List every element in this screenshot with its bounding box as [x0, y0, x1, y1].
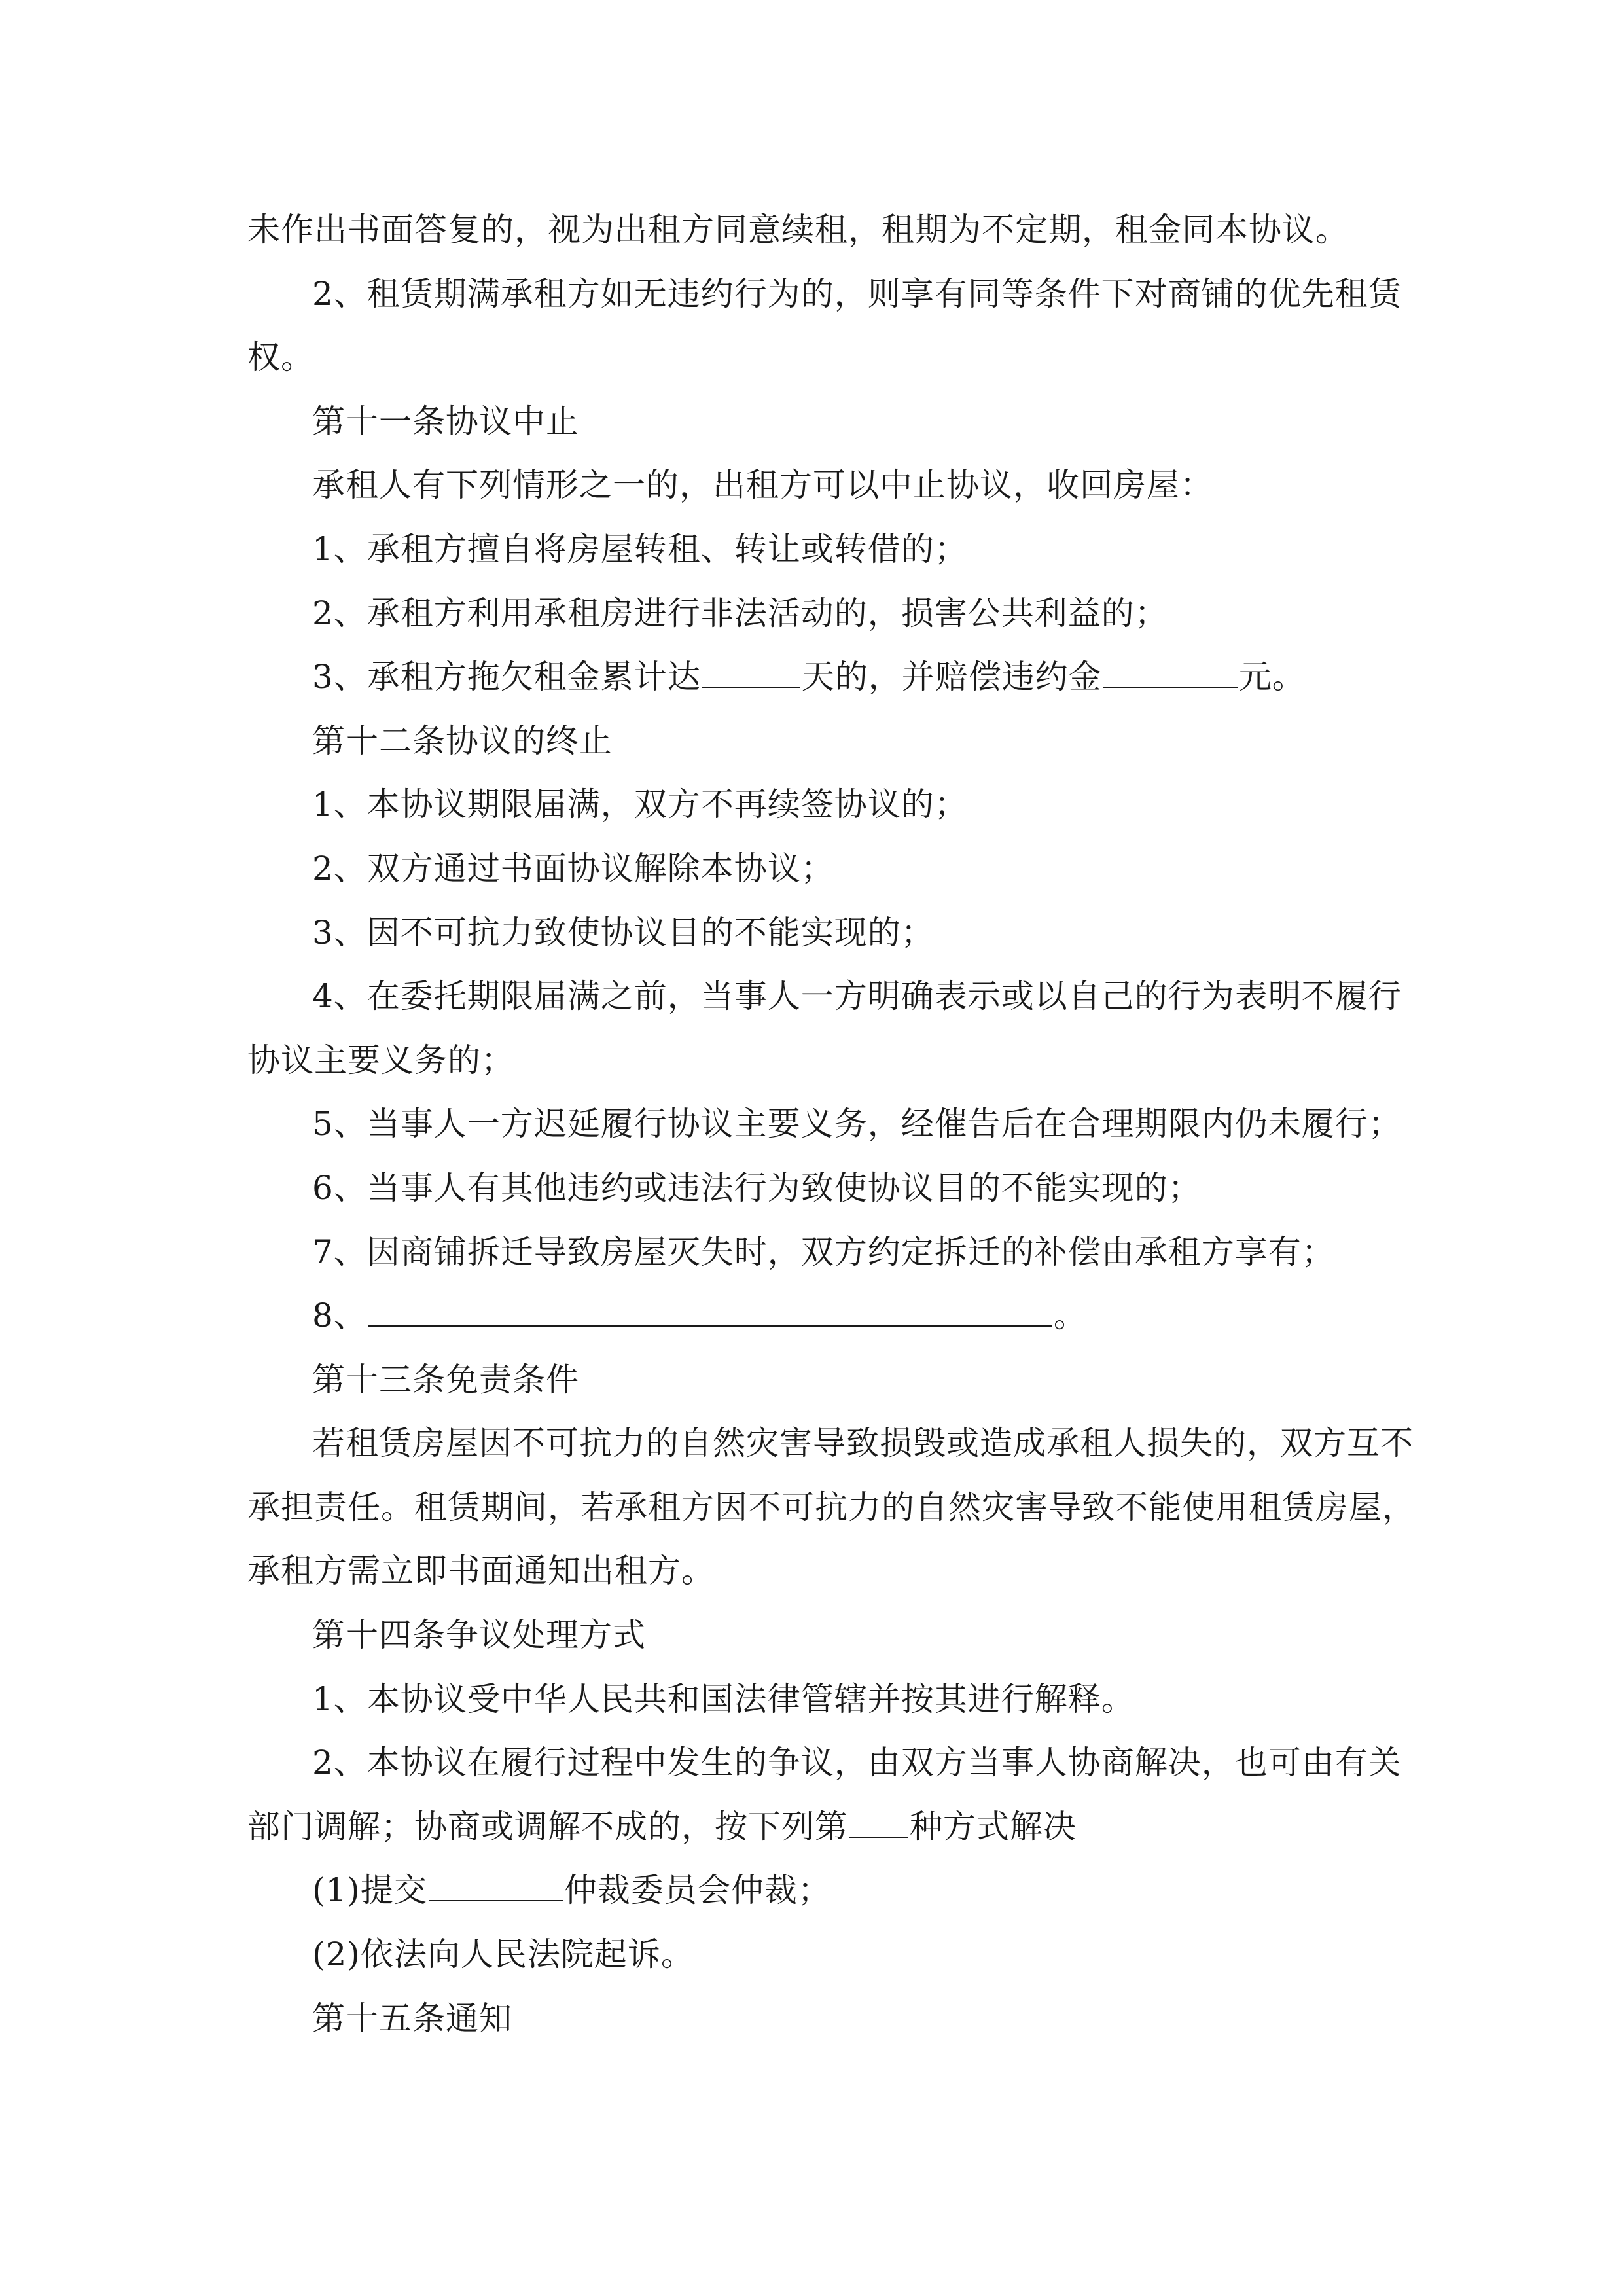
list-item: 1、本协议受中华人民共和国法律管辖并按其进行解释。 [312, 1679, 1135, 1718]
list-item: 2、双方通过书面协议解除本协议； [312, 849, 834, 888]
paragraph-line: 协议主要义务的； [247, 1041, 514, 1079]
section-heading: 第十二条协议的终止 [312, 721, 613, 760]
section-heading: 第十一条协议中止 [312, 402, 579, 440]
paragraph-line: 承租人有下列情形之一的，出租方可以中止协议，收回房屋： [312, 466, 1213, 505]
list-item-text: 天的，并赔偿违约金 [801, 658, 1102, 696]
paragraph-text: 部门调解；协商或调解不成的，按下列第 [247, 1807, 848, 1846]
list-item: 1、承租方擅自将房屋转租、转让或转借的； [312, 529, 968, 568]
list-item: 4、在委托期限届满之前，当事人一方明确表示或以自己的行为表明不履行 [312, 977, 1402, 1016]
paragraph-line: 权。 [247, 338, 314, 377]
list-item: 6、当事人有其他违约或违法行为致使协议目的不能实现的； [312, 1168, 1202, 1207]
fill-in-blank-penalty[interactable] [1103, 649, 1238, 688]
paragraph-line: 承租方需立即书面通知出租方。 [247, 1552, 715, 1590]
list-item: 5、当事人一方迟延履行协议主要义务，经催告后在合理期限内仍未履行； [312, 1105, 1402, 1143]
list-item [247, 1284, 1387, 1348]
list-item: 7、因商铺拆迁导致房屋灭失时，双方约定拆迁的补偿由承租方享有； [312, 1232, 1335, 1271]
list-item-text: (1)提交 [312, 1871, 427, 1910]
list-item-text: 仲裁委员会仲裁； [563, 1871, 831, 1910]
paragraph-line: 未作出书面答复的，视为出租方同意续租，租期为不定期，租金同本协议。 [247, 211, 1349, 249]
list-item [247, 1859, 1387, 1923]
list-item: 3、因不可抗力致使协议目的不能实现的； [312, 913, 935, 952]
fill-in-blank-arbitration[interactable] [429, 1862, 563, 1901]
paragraph-line [247, 1795, 1387, 1859]
list-item: 2、本协议在履行过程中发生的争议，由双方当事人协商解决，也可由有关 [312, 1744, 1402, 1782]
paragraph-line: 若租赁房屋因不可抗力的自然灾害导致损毁或造成承租人损失的，双方互不 [312, 1424, 1414, 1463]
section-heading: 第十三条免责条件 [312, 1360, 579, 1399]
list-item: 2、承租方利用承租房进行非法活动的，损害公共利益的； [312, 594, 1168, 632]
fill-in-blank-method[interactable] [849, 1799, 908, 1838]
paragraph-text: 种方式解决 [910, 1807, 1077, 1846]
list-item-text: 8、 [312, 1297, 367, 1335]
section-heading: 第十五条通知 [312, 1999, 512, 2037]
document-body [247, 198, 1416, 2051]
fill-in-blank-other-terms[interactable] [368, 1287, 1052, 1327]
list-item-text: 3、承租方拖欠租金累计达 [312, 658, 701, 696]
paragraph-line: 2、租赁期满承租方如无违约行为的，则享有同等条件下对商铺的优先租赁 [312, 274, 1402, 313]
list-item: 1、本协议期限届满，双方不再续签协议的； [312, 785, 968, 824]
list-item: (2)依法向人民法院起诉。 [312, 1935, 694, 1974]
fill-in-blank-days[interactable] [702, 649, 800, 688]
list-item-text: 。 [1053, 1297, 1087, 1335]
list-item-text: 元。 [1238, 658, 1306, 696]
paragraph-line: 承担责任。租赁期间，若承租方因不可抗力的自然灾害导致不能使用租赁房屋， [247, 1488, 1416, 1526]
section-heading: 第十四条争议处理方式 [312, 1616, 646, 1655]
list-item [247, 645, 1387, 709]
